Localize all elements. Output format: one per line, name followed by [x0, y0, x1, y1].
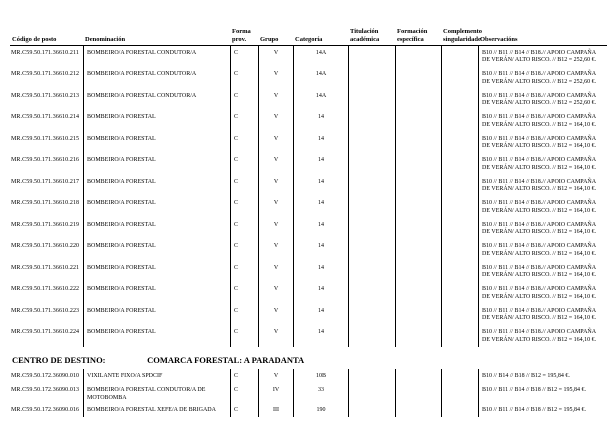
- table-row: [10, 218, 607, 240]
- comarca-forestal-label: COMARCA FORESTAL: A PARADANTA: [147, 354, 305, 365]
- table-section-a-paradanta: [10, 369, 607, 418]
- cell-denominacion: BOMBEIRO/A FORESTAL CONDUTOR/A DE MOTOBOMBA: [83, 383, 230, 403]
- cell-denominacion: BOMBEIRO/A FORESTAL: [83, 239, 230, 261]
- cell-grupo: V: [258, 67, 293, 89]
- cell-categoria: 14: [293, 110, 348, 132]
- cell-denominacion: BOMBEIRO/A FORESTAL CONDUTOR/A: [83, 46, 230, 68]
- table-row: [10, 304, 607, 326]
- cell-denominacion: VIXILANTE FIXO/A SPDCIF: [83, 369, 230, 384]
- cell-categoria: 14: [293, 132, 348, 154]
- cell-categoria: 33: [293, 383, 348, 403]
- cell-formacion-especifica: [395, 325, 441, 347]
- cell-titulacion-academica: [348, 369, 395, 384]
- cell-grupo: IV: [258, 383, 293, 403]
- cell-denominacion: BOMBEIRO/A FORESTAL: [83, 132, 230, 154]
- cell-forma-prov: C: [230, 110, 258, 132]
- cell-grupo: V: [258, 89, 293, 111]
- cell-denominacion: BOMBEIRO/A FORESTAL: [83, 261, 230, 283]
- cell-titulacion-academica: [348, 89, 395, 111]
- header-codigo-de-posto: Código de posto: [12, 35, 57, 43]
- cell-complemento-singularidade: [441, 196, 478, 218]
- cell-forma-prov: C: [230, 261, 258, 283]
- cell-forma-prov: C: [230, 218, 258, 240]
- cell-complemento-singularidade: [441, 132, 478, 154]
- cell-titulacion-academica: [348, 132, 395, 154]
- cell-denominacion: BOMBEIRO/A FORESTAL: [83, 282, 230, 304]
- cell-titulacion-academica: [348, 153, 395, 175]
- cell-forma-prov: C: [230, 403, 258, 418]
- cell-titulacion-academica: [348, 403, 395, 418]
- cell-complemento-singularidade: [441, 110, 478, 132]
- cell-forma-prov: C: [230, 383, 258, 403]
- cell-categoria: 14A: [293, 46, 348, 68]
- cell-codigo-de-posto: MR.C59.50.171.36610.222: [11, 286, 80, 293]
- table-row: [10, 110, 607, 132]
- cell-denominacion: BOMBEIRO/A FORESTAL CONDUTOR/A: [83, 89, 230, 111]
- cell-formacion-especifica: [395, 383, 441, 403]
- cell-observacions: B10 // B11 // B14 // B18.// APOIO CAMPAÑA DE VERÁN/ ALTO RISCO. // B12 = 164,10 €.: [478, 282, 607, 304]
- cell-codigo-de-posto: MR.C59.50.171.36610.214: [11, 114, 80, 121]
- cell-formacion-especifica: [395, 403, 441, 418]
- cell-observacions: B10 // B11 // B14 // B18.// APOIO CAMPAÑA DE VERÁN/ ALTO RISCO. // B12 = 164,10 €.: [478, 218, 607, 240]
- cell-complemento-singularidade: [441, 239, 478, 261]
- cell-denominacion: BOMBEIRO/A FORESTAL: [83, 325, 230, 347]
- table-row: [10, 403, 607, 418]
- cell-grupo: V: [258, 153, 293, 175]
- cell-titulacion-academica: [348, 239, 395, 261]
- cell-formacion-especifica: [395, 89, 441, 111]
- cell-forma-prov: C: [230, 46, 258, 68]
- cell-categoria: 14: [293, 261, 348, 283]
- cell-forma-prov: C: [230, 132, 258, 154]
- table-row: [10, 46, 607, 68]
- cell-complemento-singularidade: [441, 261, 478, 283]
- cell-categoria: 14: [293, 304, 348, 326]
- table-row: [10, 282, 607, 304]
- cell-denominacion: BOMBEIRO/A FORESTAL: [83, 304, 230, 326]
- table-row: [10, 239, 607, 261]
- cell-codigo-de-posto: MR.C59.50.171.36610.213: [11, 92, 80, 99]
- cell-denominacion: BOMBEIRO/A FORESTAL: [83, 218, 230, 240]
- cell-grupo: V: [258, 175, 293, 197]
- cell-codigo-de-posto: MR.C59.50.171.36610.217: [11, 178, 80, 185]
- cell-titulacion-academica: [348, 67, 395, 89]
- cell-observacions: B10 // B11 // B14 // B18.// APOIO CAMPAÑA DE VERÁN/ ALTO RISCO. // B12 = 164,10 €.: [478, 153, 607, 175]
- cell-codigo-de-posto: MR.C59.50.171.36610.215: [11, 135, 80, 142]
- cell-observacions: B10 // B11 // B14 // B18.// APOIO CAMPAÑA DE VERÁN/ ALTO RISCO. // B12 = 164,10 €.: [478, 196, 607, 218]
- cell-titulacion-academica: [348, 383, 395, 403]
- table-row: [10, 89, 607, 111]
- cell-formacion-especifica: [395, 261, 441, 283]
- cell-observacions: B10 // B11 // B14 // B18.// APOIO CAMPAÑA DE VERÁN/ ALTO RISCO. // B12 = 164,10 €.: [478, 239, 607, 261]
- cell-forma-prov: C: [230, 369, 258, 384]
- cell-complemento-singularidade: [441, 369, 478, 384]
- cell-codigo-de-posto: MR.C59.50.171.36610.216: [11, 157, 80, 164]
- cell-categoria: 14: [293, 218, 348, 240]
- table-row: [10, 261, 607, 283]
- table-row: [10, 153, 607, 175]
- cell-observacions: B10 // B11 // B14 // B18.// APOIO CAMPAÑA DE VERÁN/ ALTO RISCO. // B12 = 252,60 €.: [478, 67, 607, 89]
- table-row: [10, 369, 607, 384]
- cell-grupo: V: [258, 304, 293, 326]
- cell-observacions: B10 // B11 // B14 // B18.// APOIO CAMPAÑA DE VERÁN/ ALTO RISCO. // B12 = 164,10 €.: [478, 132, 607, 154]
- section-header: [12, 355, 607, 365]
- cell-grupo: V: [258, 132, 293, 154]
- cell-formacion-especifica: [395, 67, 441, 89]
- table-row: [10, 383, 607, 403]
- cell-titulacion-academica: [348, 261, 395, 283]
- cell-grupo: V: [258, 218, 293, 240]
- cell-denominacion: BOMBEIRO/A FORESTAL XEFE/A DE BRIGADA: [83, 403, 230, 418]
- cell-forma-prov: C: [230, 153, 258, 175]
- header-titulacion-academica: Titulación académica: [350, 28, 380, 43]
- cell-categoria: 10B: [293, 369, 348, 384]
- cell-observacions: B10 // B11 // B14 // B18.// APOIO CAMPAÑA DE VERÁN/ ALTO RISCO. // B12 = 164,10 €.: [478, 261, 607, 283]
- cell-observacions: B10 // B11 // B14 // B18.// APOIO CAMPAÑA DE VERÁN/ ALTO RISCO. // B12 = 164,10 €.: [478, 175, 607, 197]
- cell-titulacion-academica: [348, 110, 395, 132]
- cell-codigo-de-posto: MR.C59.50.172.36090.013: [11, 387, 80, 394]
- cell-codigo-de-posto: MR.C59.50.171.36610.220: [11, 243, 80, 250]
- cell-formacion-especifica: [395, 46, 441, 68]
- cell-complemento-singularidade: [441, 46, 478, 68]
- cell-grupo: V: [258, 261, 293, 283]
- cell-denominacion: BOMBEIRO/A FORESTAL: [83, 175, 230, 197]
- table-row: [10, 67, 607, 89]
- cell-categoria: 14: [293, 282, 348, 304]
- cell-categoria: 14A: [293, 67, 348, 89]
- cell-formacion-especifica: [395, 369, 441, 384]
- cell-grupo: V: [258, 282, 293, 304]
- cell-codigo-de-posto: MR.C59.50.171.36610.212: [11, 71, 80, 78]
- cell-complemento-singularidade: [441, 325, 478, 347]
- cell-grupo: V: [258, 110, 293, 132]
- cell-titulacion-academica: [348, 325, 395, 347]
- cell-categoria: 14: [293, 175, 348, 197]
- cell-formacion-especifica: [395, 110, 441, 132]
- cell-complemento-singularidade: [441, 89, 478, 111]
- cell-denominacion: BOMBEIRO/A FORESTAL: [83, 153, 230, 175]
- cell-categoria: 14: [293, 239, 348, 261]
- centro-de-destino-label: CENTRO DE DESTINO:: [12, 354, 106, 365]
- cell-codigo-de-posto: MR.C59.50.171.36610.224: [11, 329, 80, 336]
- table-section-continuation: [10, 46, 607, 347]
- header-observacions: Observacións: [480, 35, 518, 43]
- table-row: [10, 196, 607, 218]
- cell-formacion-especifica: [395, 218, 441, 240]
- cell-observacions: B10 // B11 // B14 // B18 // B12 = 195,84 €.: [478, 403, 607, 418]
- cell-grupo: V: [258, 325, 293, 347]
- cell-categoria: 14: [293, 196, 348, 218]
- header-complemento-singularidade: Complemento singularidade: [443, 28, 482, 43]
- cell-forma-prov: C: [230, 175, 258, 197]
- cell-forma-prov: C: [230, 196, 258, 218]
- cell-formacion-especifica: [395, 132, 441, 154]
- cell-forma-prov: C: [230, 304, 258, 326]
- cell-formacion-especifica: [395, 175, 441, 197]
- cell-titulacion-academica: [348, 282, 395, 304]
- cell-codigo-de-posto: MR.C59.50.171.36610.211: [11, 49, 79, 56]
- cell-observacions: B10 // B11 // B14 // B18.// APOIO CAMPAÑA DE VERÁN/ ALTO RISCO. // B12 = 164,10 €.: [478, 325, 607, 347]
- header-grupo: Grupo: [260, 35, 279, 43]
- cell-grupo: V: [258, 239, 293, 261]
- cell-codigo-de-posto: MR.C59.50.171.36610.219: [11, 221, 80, 228]
- header-formacion-especifica: Formación específica: [397, 28, 428, 43]
- cell-titulacion-academica: [348, 218, 395, 240]
- cell-forma-prov: C: [230, 89, 258, 111]
- cell-categoria: 14: [293, 153, 348, 175]
- table-header-row: [10, 28, 607, 46]
- cell-complemento-singularidade: [441, 304, 478, 326]
- cell-observacions: B10 // B11 // B14 // B18.// APOIO CAMPAÑA DE VERÁN/ ALTO RISCO. // B12 = 252,60 €.: [478, 89, 607, 111]
- cell-titulacion-academica: [348, 175, 395, 197]
- cell-observacions: B10 // B11 // B14 // B18.// APOIO CAMPAÑA DE VERÁN/ ALTO RISCO. // B12 = 252,60 €.: [478, 46, 607, 68]
- table-row: [10, 175, 607, 197]
- cell-formacion-especifica: [395, 282, 441, 304]
- cell-codigo-de-posto: MR.C59.50.171.36610.221: [11, 264, 80, 271]
- cell-formacion-especifica: [395, 304, 441, 326]
- cell-codigo-de-posto: MR.C59.50.172.36090.010: [11, 372, 80, 379]
- cell-denominacion: BOMBEIRO/A FORESTAL CONDUTOR/A: [83, 67, 230, 89]
- cell-categoria: 14: [293, 325, 348, 347]
- cell-complemento-singularidade: [441, 403, 478, 418]
- cell-complemento-singularidade: [441, 218, 478, 240]
- cell-titulacion-academica: [348, 196, 395, 218]
- cell-observacions: B10 // B11 // B14 // B18.// APOIO CAMPAÑA DE VERÁN/ ALTO RISCO. // B12 = 164,10 €.: [478, 304, 607, 326]
- cell-denominacion: BOMBEIRO/A FORESTAL: [83, 110, 230, 132]
- cell-complemento-singularidade: [441, 175, 478, 197]
- cell-formacion-especifica: [395, 239, 441, 261]
- header-denominacion: Denominación: [85, 35, 126, 43]
- cell-observacions: B10 // B14 // B18 // B12 = 195,84 €.: [478, 369, 607, 384]
- cell-formacion-especifica: [395, 153, 441, 175]
- cell-codigo-de-posto: MR.C59.50.172.36090.016: [11, 406, 80, 413]
- cell-titulacion-academica: [348, 46, 395, 68]
- cell-grupo: V: [258, 196, 293, 218]
- cell-grupo: V: [258, 369, 293, 384]
- table-row: [10, 132, 607, 154]
- table-row: [10, 325, 607, 347]
- header-forma-prov: Forma prov.: [232, 28, 251, 43]
- cell-forma-prov: C: [230, 282, 258, 304]
- cell-complemento-singularidade: [441, 67, 478, 89]
- posts-table: [10, 28, 607, 417]
- cell-forma-prov: C: [230, 67, 258, 89]
- cell-codigo-de-posto: MR.C59.50.171.36610.223: [11, 307, 80, 314]
- header-categoria: Categoría: [295, 35, 323, 43]
- cell-complemento-singularidade: [441, 383, 478, 403]
- cell-categoria: 14A: [293, 89, 348, 111]
- cell-forma-prov: C: [230, 325, 258, 347]
- cell-formacion-especifica: [395, 196, 441, 218]
- cell-codigo-de-posto: MR.C59.50.171.36610.218: [11, 200, 80, 207]
- cell-denominacion: BOMBEIRO/A FORESTAL: [83, 196, 230, 218]
- cell-complemento-singularidade: [441, 153, 478, 175]
- cell-categoria: 190: [293, 403, 348, 418]
- cell-grupo: V: [258, 46, 293, 68]
- cell-observacions: B10 // B11 // B14 // B18.// APOIO CAMPAÑA DE VERÁN/ ALTO RISCO. // B12 = 164,10 €.: [478, 110, 607, 132]
- cell-titulacion-academica: [348, 304, 395, 326]
- cell-forma-prov: C: [230, 239, 258, 261]
- cell-observacions: B10 // B11 // B14 // B18 // B12 = 195,84 €.: [478, 383, 607, 403]
- cell-complemento-singularidade: [441, 282, 478, 304]
- cell-grupo: III: [258, 403, 293, 418]
